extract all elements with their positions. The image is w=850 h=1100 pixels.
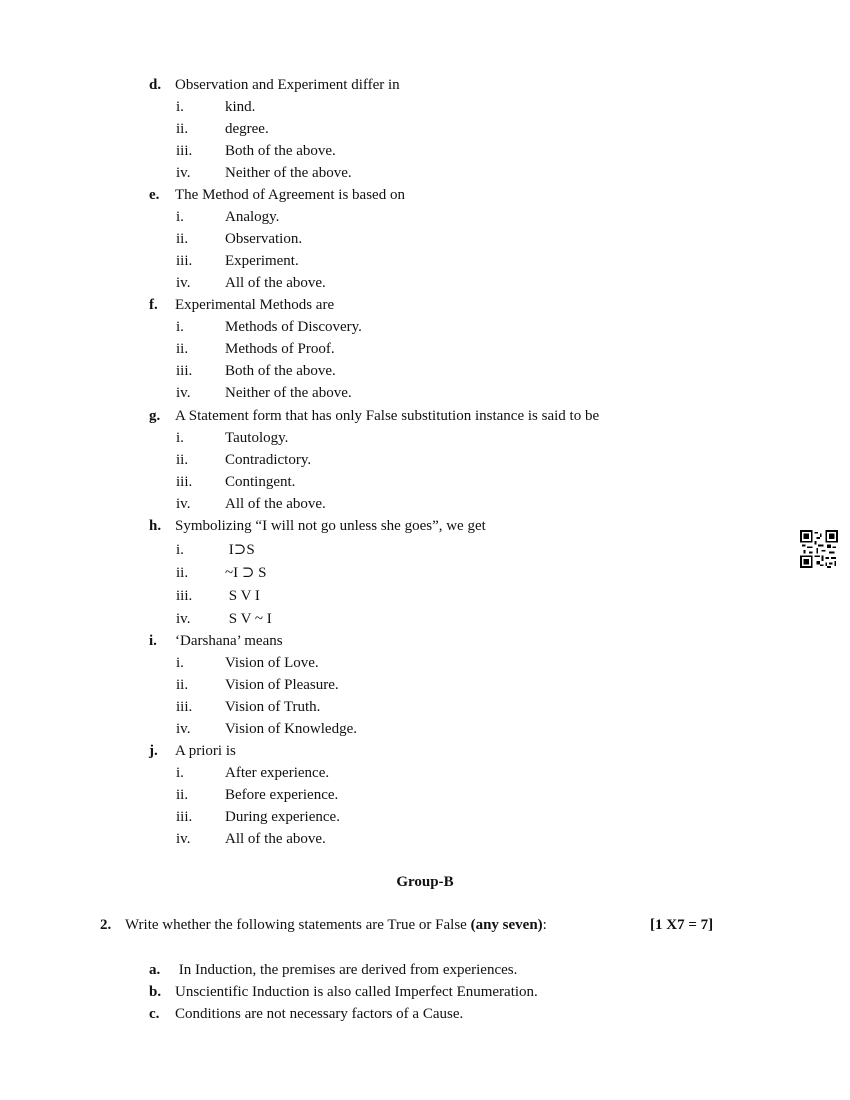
- option-text: Vision of Truth.: [225, 699, 321, 715]
- group-b-title: Group-B: [396, 874, 454, 890]
- statement-text: Unscientific Induction is also called Imperfect Enumeration.: [175, 984, 538, 1000]
- option-text: Vision of Pleasure.: [225, 677, 339, 693]
- option-text: Neither of the above.: [225, 385, 352, 401]
- statement-item: [149, 962, 517, 979]
- option-number: i.: [176, 655, 184, 671]
- option-number: ii.: [176, 565, 189, 581]
- option-text: ~I ⊃ S: [225, 565, 267, 581]
- option-number: iv.: [176, 721, 191, 737]
- option-number: i.: [176, 99, 184, 115]
- option-number: iii.: [176, 253, 193, 269]
- question-i: [149, 632, 283, 650]
- option-item: [176, 564, 267, 582]
- option-text: S V ~ I: [225, 611, 272, 627]
- question-g: [149, 407, 599, 425]
- option-item: [176, 808, 340, 826]
- option-number: ii.: [176, 121, 189, 137]
- option-number: i.: [176, 542, 184, 558]
- option-item: [176, 541, 255, 559]
- option-number: iii.: [176, 809, 193, 825]
- option-number: iv.: [176, 496, 191, 512]
- question-instruction-bold: (any seven): [470, 917, 543, 933]
- statement-item: [149, 984, 538, 1001]
- question-j: [149, 742, 236, 760]
- option-text: Contradictory.: [225, 452, 312, 468]
- option-text: kind.: [225, 99, 256, 115]
- question-number: 2.: [100, 917, 112, 933]
- option-text: Experiment.: [225, 253, 299, 269]
- option-item: [176, 764, 329, 782]
- question-text: A priori is: [175, 743, 236, 759]
- option-number: iv.: [176, 831, 191, 847]
- option-item: [176, 274, 326, 292]
- option-text: Methods of Discovery.: [225, 319, 362, 335]
- question-e: [149, 186, 405, 204]
- question-instruction-end: :: [542, 917, 547, 933]
- option-text: S V I: [225, 588, 260, 604]
- option-text: degree.: [225, 121, 269, 137]
- option-number: iv.: [176, 385, 191, 401]
- option-item: [176, 318, 362, 336]
- option-number: i.: [176, 430, 184, 446]
- option-text: After experience.: [225, 765, 330, 781]
- option-text: Neither of the above.: [225, 165, 352, 181]
- option-item: [176, 164, 352, 182]
- option-item: [176, 362, 336, 380]
- option-number: ii.: [176, 231, 189, 247]
- question-letter: i.: [149, 633, 157, 649]
- question-letter: e.: [149, 187, 160, 203]
- option-number: i.: [176, 209, 184, 225]
- option-text: Observation.: [225, 231, 303, 247]
- option-text: Both of the above.: [225, 143, 336, 159]
- option-item: [176, 698, 320, 716]
- option-item: [176, 676, 339, 694]
- option-item: [176, 429, 288, 447]
- question-letter: g.: [149, 408, 161, 424]
- option-item: [176, 252, 299, 270]
- question-h: [149, 517, 486, 535]
- question-text: A Statement form that has only False substitution instance is said to be: [175, 408, 600, 424]
- question-letter: f.: [149, 297, 158, 313]
- question-d: [149, 76, 400, 94]
- question-text: Symbolizing “I will not go unless she goes”, we get: [175, 518, 486, 534]
- statement-text: In Induction, the premises are derived from experiences.: [175, 962, 518, 978]
- option-text: Contingent.: [225, 474, 296, 490]
- option-number: ii.: [176, 677, 189, 693]
- question-text: The Method of Agreement is based on: [175, 187, 405, 203]
- option-item: [176, 720, 357, 738]
- option-text: Before experience.: [225, 787, 339, 803]
- option-item: [176, 120, 269, 138]
- option-item: [176, 473, 295, 491]
- statement-item: [149, 1006, 463, 1023]
- option-item: [176, 142, 336, 160]
- option-number: i.: [176, 319, 184, 335]
- question-f: [149, 296, 334, 314]
- option-text: Vision of Knowledge.: [225, 721, 357, 737]
- option-item: [176, 451, 311, 469]
- option-item: [176, 230, 302, 248]
- option-number: iii.: [176, 699, 193, 715]
- option-text: Vision of Love.: [225, 655, 319, 671]
- question-letter: d.: [149, 77, 162, 93]
- option-text: All of the above.: [225, 275, 326, 291]
- option-item: [176, 654, 319, 672]
- statement-letter: c.: [149, 1006, 160, 1022]
- question-text: ‘Darshana’ means: [175, 633, 283, 649]
- statement-letter: b.: [149, 984, 162, 1000]
- option-text: Methods of Proof.: [225, 341, 335, 357]
- question-letter: h.: [149, 518, 162, 534]
- option-text: I⊃S: [225, 542, 255, 558]
- question-instruction: Write whether the following statements are True or False: [125, 917, 471, 933]
- qr-code-icon: [800, 530, 838, 568]
- option-item: [176, 98, 255, 116]
- option-text: Analogy.: [225, 209, 280, 225]
- option-number: iii.: [176, 474, 193, 490]
- option-number: i.: [176, 765, 184, 781]
- option-item: [176, 786, 338, 804]
- option-item: [176, 495, 326, 513]
- statement-letter: a.: [149, 962, 161, 978]
- option-item: [176, 208, 279, 226]
- option-item: [176, 830, 326, 848]
- statement-text: Conditions are not necessary factors of a Cause.: [175, 1006, 464, 1022]
- question-letter: j.: [149, 743, 158, 759]
- option-number: iv.: [176, 165, 191, 181]
- option-number: iv.: [176, 275, 191, 291]
- option-number: iii.: [176, 588, 193, 604]
- option-item: [176, 587, 260, 605]
- option-number: iv.: [176, 611, 191, 627]
- question-2: [100, 917, 720, 934]
- question-text: Observation and Experiment differ in: [175, 77, 400, 93]
- option-item: [176, 610, 272, 628]
- option-item: [176, 384, 352, 402]
- option-text: All of the above.: [225, 831, 326, 847]
- option-text: Both of the above.: [225, 363, 336, 379]
- option-number: ii.: [176, 452, 189, 468]
- option-text: During experience.: [225, 809, 340, 825]
- option-number: ii.: [176, 787, 189, 803]
- option-number: ii.: [176, 341, 189, 357]
- option-item: [176, 340, 335, 358]
- question-text: Experimental Methods are: [175, 297, 335, 313]
- question-marks: [1 X7 = 7]: [650, 917, 714, 933]
- option-text: Tautology.: [225, 430, 289, 446]
- option-text: All of the above.: [225, 496, 326, 512]
- option-number: iii.: [176, 143, 193, 159]
- option-number: iii.: [176, 363, 193, 379]
